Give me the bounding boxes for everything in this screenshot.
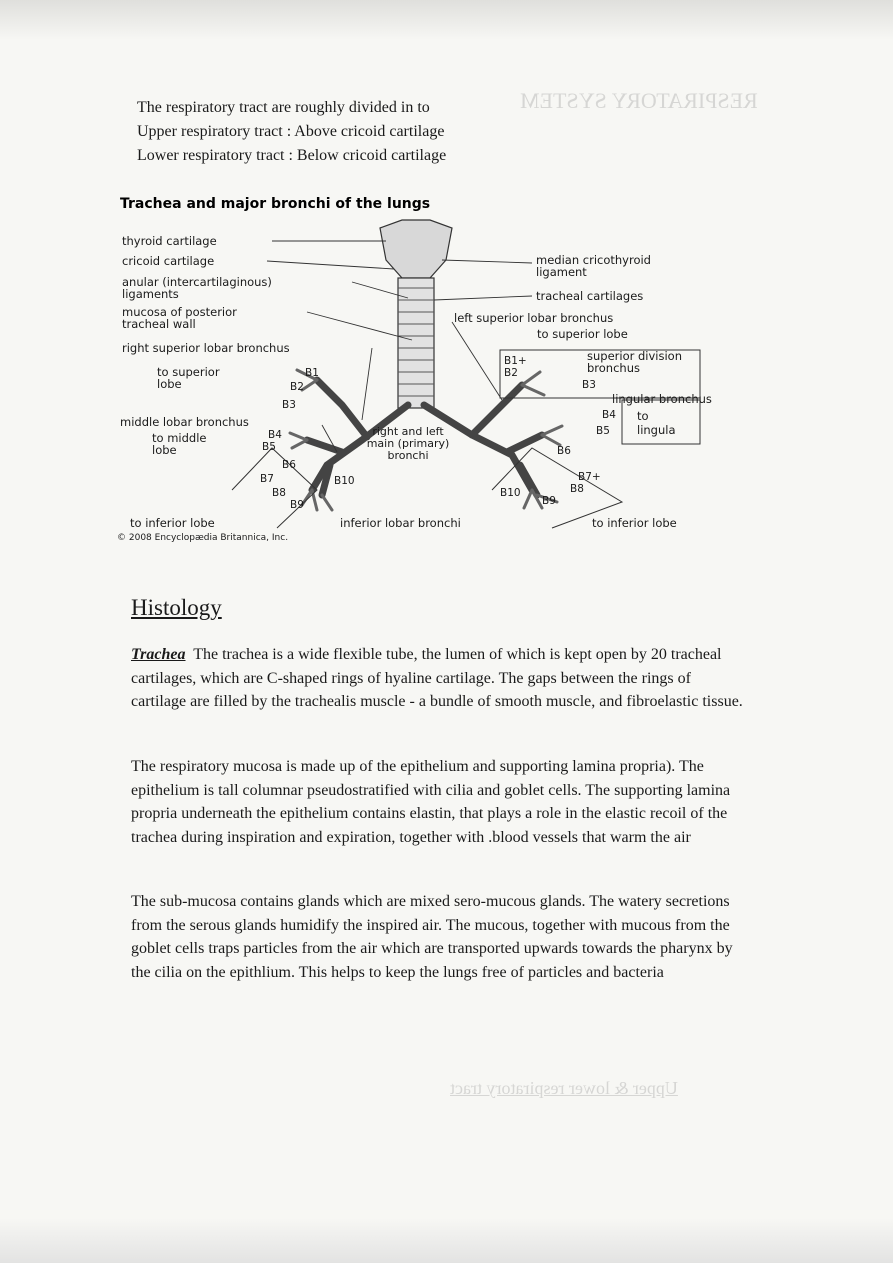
figure-title: Trachea and major bronchi of the lungs — [120, 196, 431, 212]
seg-l-b10: B10 — [500, 487, 521, 499]
paragraph-submucosa: The sub-mucosa contains glands which are mixed sero-mucous glands. The watery secretions from the serous glands humidify the inspired air. The mucous, together with mucous from the goblet cells traps particles from the air which are transported upwards towards the pharynx by the cilia on the epithlium. This helps to keep the lungs free of particles and bacteria — [131, 893, 733, 981]
seg-r-b6: B6 — [282, 459, 296, 471]
label-to-superior-2: lobe — [157, 377, 182, 391]
seg-l-b4: B4 — [602, 409, 616, 421]
seg-r-b5: B5 — [262, 441, 276, 453]
trachea-bronchi-diagram — [112, 190, 762, 550]
label-main-1: right and left — [372, 425, 444, 438]
label-main-2: main (primary) — [366, 437, 450, 450]
label-middle-lobar: middle lobar bronchus — [120, 415, 249, 429]
intro-line-3: Lower respiratory tract : Below cricoid cartilage — [137, 147, 447, 164]
label-to-inferior-left: to inferior lobe — [130, 516, 215, 530]
label-median-2: ligament — [536, 265, 587, 279]
label-main-3: bronchi — [387, 449, 429, 462]
label-to-middle-2: lobe — [152, 443, 177, 457]
section-heading-histology: Histology — [131, 595, 222, 620]
label-to-lingula-2: lingula — [637, 423, 676, 437]
label-to-inferior-right: to inferior lobe — [592, 516, 677, 530]
label-copyright: © 2008 Encyclopædia Britannica, Inc. — [117, 533, 289, 543]
seg-r-b8: B8 — [272, 487, 286, 499]
label-sup-div-2: bronchus — [587, 361, 640, 375]
label-cricoid: cricoid cartilage — [122, 254, 215, 268]
label-tracheal-cartilages: tracheal cartilages — [536, 289, 644, 303]
seg-l-b8: B8 — [570, 483, 584, 495]
larynx-shape — [380, 220, 452, 278]
trachea-shape — [398, 278, 434, 408]
paragraph-trachea-text: The trachea is a wide flexible tube, the lumen of which is kept open by 20 tracheal cartilages, which are C-shaped rings of hyaline cartilage. The gaps between the rings of cartilage are filled by the trachealis muscle - a bundle of smooth muscle, and fibroelastic tissue. — [131, 646, 743, 710]
lingula-box — [622, 400, 700, 444]
seg-l-b9: B9 — [542, 495, 556, 507]
seg-r-b1: B1 — [305, 367, 319, 379]
label-to-middle-1: to middle — [152, 431, 207, 445]
seg-l-b2: B2 — [504, 367, 518, 379]
intro-block — [137, 96, 446, 168]
bleed-through-title: RESPIRATORY SYSTEM — [520, 88, 758, 113]
label-to-sup-lobe: to superior lobe — [537, 327, 628, 341]
seg-r-b9: B9 — [290, 499, 304, 511]
seg-l-b6: B6 — [557, 445, 571, 457]
paragraph-mucosa: The respiratory mucosa is made up of the epithelium and supporting lamina propria). The epithelium is tall columnar pseudostratified with cilia and goblet cells. The supporting lamina propria underneath the epithelium contains elastin, that plays a role in the elastic recoil of the trachea during inspiration and expiration, together with .blood vessels that warm the air — [131, 758, 731, 846]
label-mucosa-1: mucosa of posterior — [122, 305, 237, 319]
intro-line-2: Upper respiratory tract : Above cricoid cartilage — [137, 123, 445, 140]
label-thyroid: thyroid cartilage — [122, 234, 217, 248]
label-median-1: median cricothyroid — [536, 253, 651, 267]
label-right-superior: right superior lobar bronchus — [122, 341, 290, 355]
scan-edge-top — [0, 0, 893, 40]
label-to-lingula-1: to — [637, 409, 649, 423]
seg-r-b3: B3 — [282, 399, 296, 411]
label-to-superior-1: to superior — [157, 365, 220, 379]
term-trachea: Trachea — [131, 646, 186, 663]
seg-l-b5: B5 — [596, 425, 610, 437]
label-left-superior: left superior lobar bronchus — [454, 311, 614, 325]
label-anular-1: anular (intercartilaginous) — [122, 275, 272, 289]
label-lingular: lingular bronchus — [612, 392, 712, 406]
seg-l-b7: B7+ — [578, 471, 601, 483]
label-anular-2: ligaments — [122, 287, 179, 301]
seg-r-b10: B10 — [334, 475, 355, 487]
bleed-through-bottom: Upper & lower respiratory tract — [450, 1078, 678, 1098]
seg-r-b7: B7 — [260, 473, 274, 485]
scan-edge-bottom — [0, 1218, 893, 1263]
seg-l-b1: B1+ — [504, 355, 527, 367]
label-mucosa-2: tracheal wall — [122, 317, 196, 331]
intro-line-1: The respiratory tract are roughly divided in to — [137, 99, 430, 116]
label-inferior-lobar: inferior lobar bronchi — [340, 516, 461, 530]
seg-r-b2: B2 — [290, 381, 304, 393]
label-sup-div-1: superior division — [587, 349, 683, 363]
seg-r-b4: B4 — [268, 429, 282, 441]
seg-l-b3: B3 — [582, 379, 596, 391]
paragraph-trachea — [131, 643, 746, 714]
